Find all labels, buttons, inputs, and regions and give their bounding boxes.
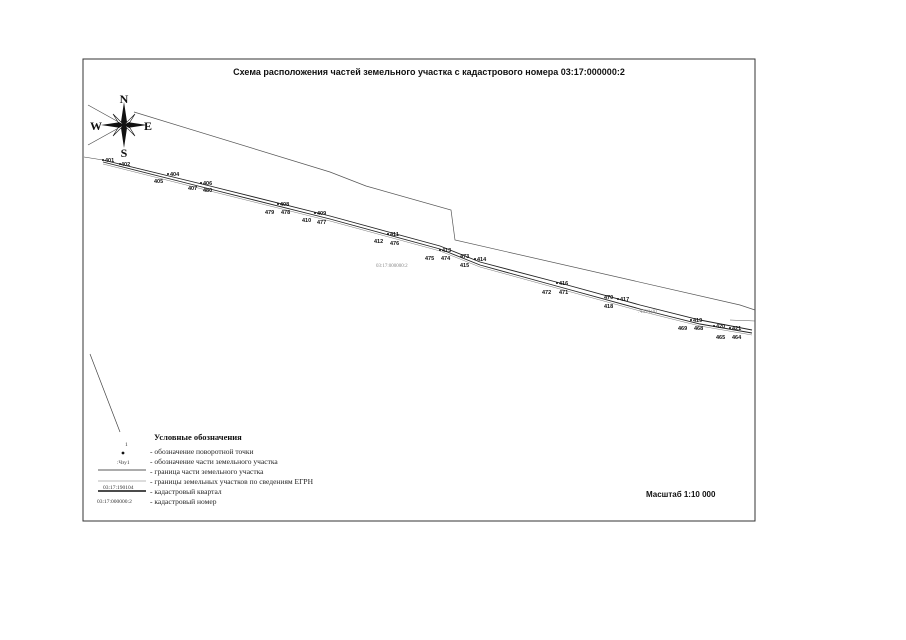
scale-label: Масштаб 1:10 000 — [646, 490, 716, 499]
compass-n: N — [119, 92, 129, 106]
legend-sample-quarter: 03:17:190104 — [103, 485, 134, 491]
legend-point-symbol — [122, 452, 125, 455]
map-title: Схема расположения частей земельного участка с кадастрового номера 03:17:000000:2 — [233, 67, 625, 77]
point-411: 411 — [390, 232, 399, 238]
point-475: 475 — [425, 256, 435, 262]
point-464: 464 — [732, 335, 742, 341]
point-470: 470 — [604, 295, 614, 301]
point-405: 405 — [154, 179, 164, 185]
point-410: 410 — [302, 218, 312, 224]
point-420: 420 — [716, 324, 726, 330]
land-part-label: :ЧЗУ1(8) — [638, 310, 657, 315]
legend-item-5: - кадастровый номер — [150, 497, 217, 506]
point-480: 480 — [203, 188, 213, 194]
legend-sample-part: :Чзу1 — [117, 460, 130, 466]
point-406: 406 — [203, 181, 213, 187]
point-478: 478 — [281, 210, 291, 216]
point-415: 415 — [460, 263, 470, 269]
point-471: 471 — [559, 290, 569, 296]
point-417: 417 — [620, 297, 630, 303]
point-413: 413 — [442, 248, 452, 254]
point-479: 479 — [265, 210, 275, 216]
point-409: 409 — [317, 211, 327, 217]
cadastral-number-label: 03:17:000000:2 — [376, 264, 408, 269]
point-469: 469 — [678, 326, 688, 332]
point-465: 465 — [716, 335, 726, 341]
legend-item-3: - границы земельных участков по сведениям ЕГРН — [150, 477, 314, 486]
legend-item-1: - обозначение части земельного участка — [150, 457, 278, 466]
point-412: 412 — [374, 239, 384, 245]
compass-s: S — [120, 146, 128, 160]
legend-heading: Условные обозначения — [154, 432, 242, 442]
legend-item-0: - обозначение поворотной точки — [150, 447, 254, 456]
point-472: 472 — [542, 290, 552, 296]
point-408: 408 — [280, 202, 290, 208]
point-474: 474 — [441, 256, 451, 262]
point-401: 401 — [105, 158, 115, 164]
point-418: 418 — [604, 304, 614, 310]
point-477: 477 — [317, 220, 327, 226]
legend-item-4: - кадастровый квартал — [150, 487, 222, 496]
point-421: 421 — [732, 326, 742, 332]
point-404: 404 — [170, 172, 180, 178]
point-476: 476 — [390, 241, 400, 247]
point-416: 416 — [559, 281, 569, 287]
point-402: 402 — [121, 162, 131, 168]
point-419: 419 — [693, 318, 703, 324]
point-473: 473 — [460, 254, 470, 260]
legend-item-2: - граница части земельного участка — [150, 467, 264, 476]
point-414: 414 — [477, 257, 487, 263]
compass-e: E — [143, 119, 153, 133]
legend-sample-point-number: 1 — [125, 442, 128, 448]
compass-w: W — [90, 119, 102, 133]
point-407: 407 — [188, 186, 198, 192]
point-468: 468 — [694, 326, 704, 332]
legend-sample-number: 03:17:000000:2 — [97, 499, 132, 505]
